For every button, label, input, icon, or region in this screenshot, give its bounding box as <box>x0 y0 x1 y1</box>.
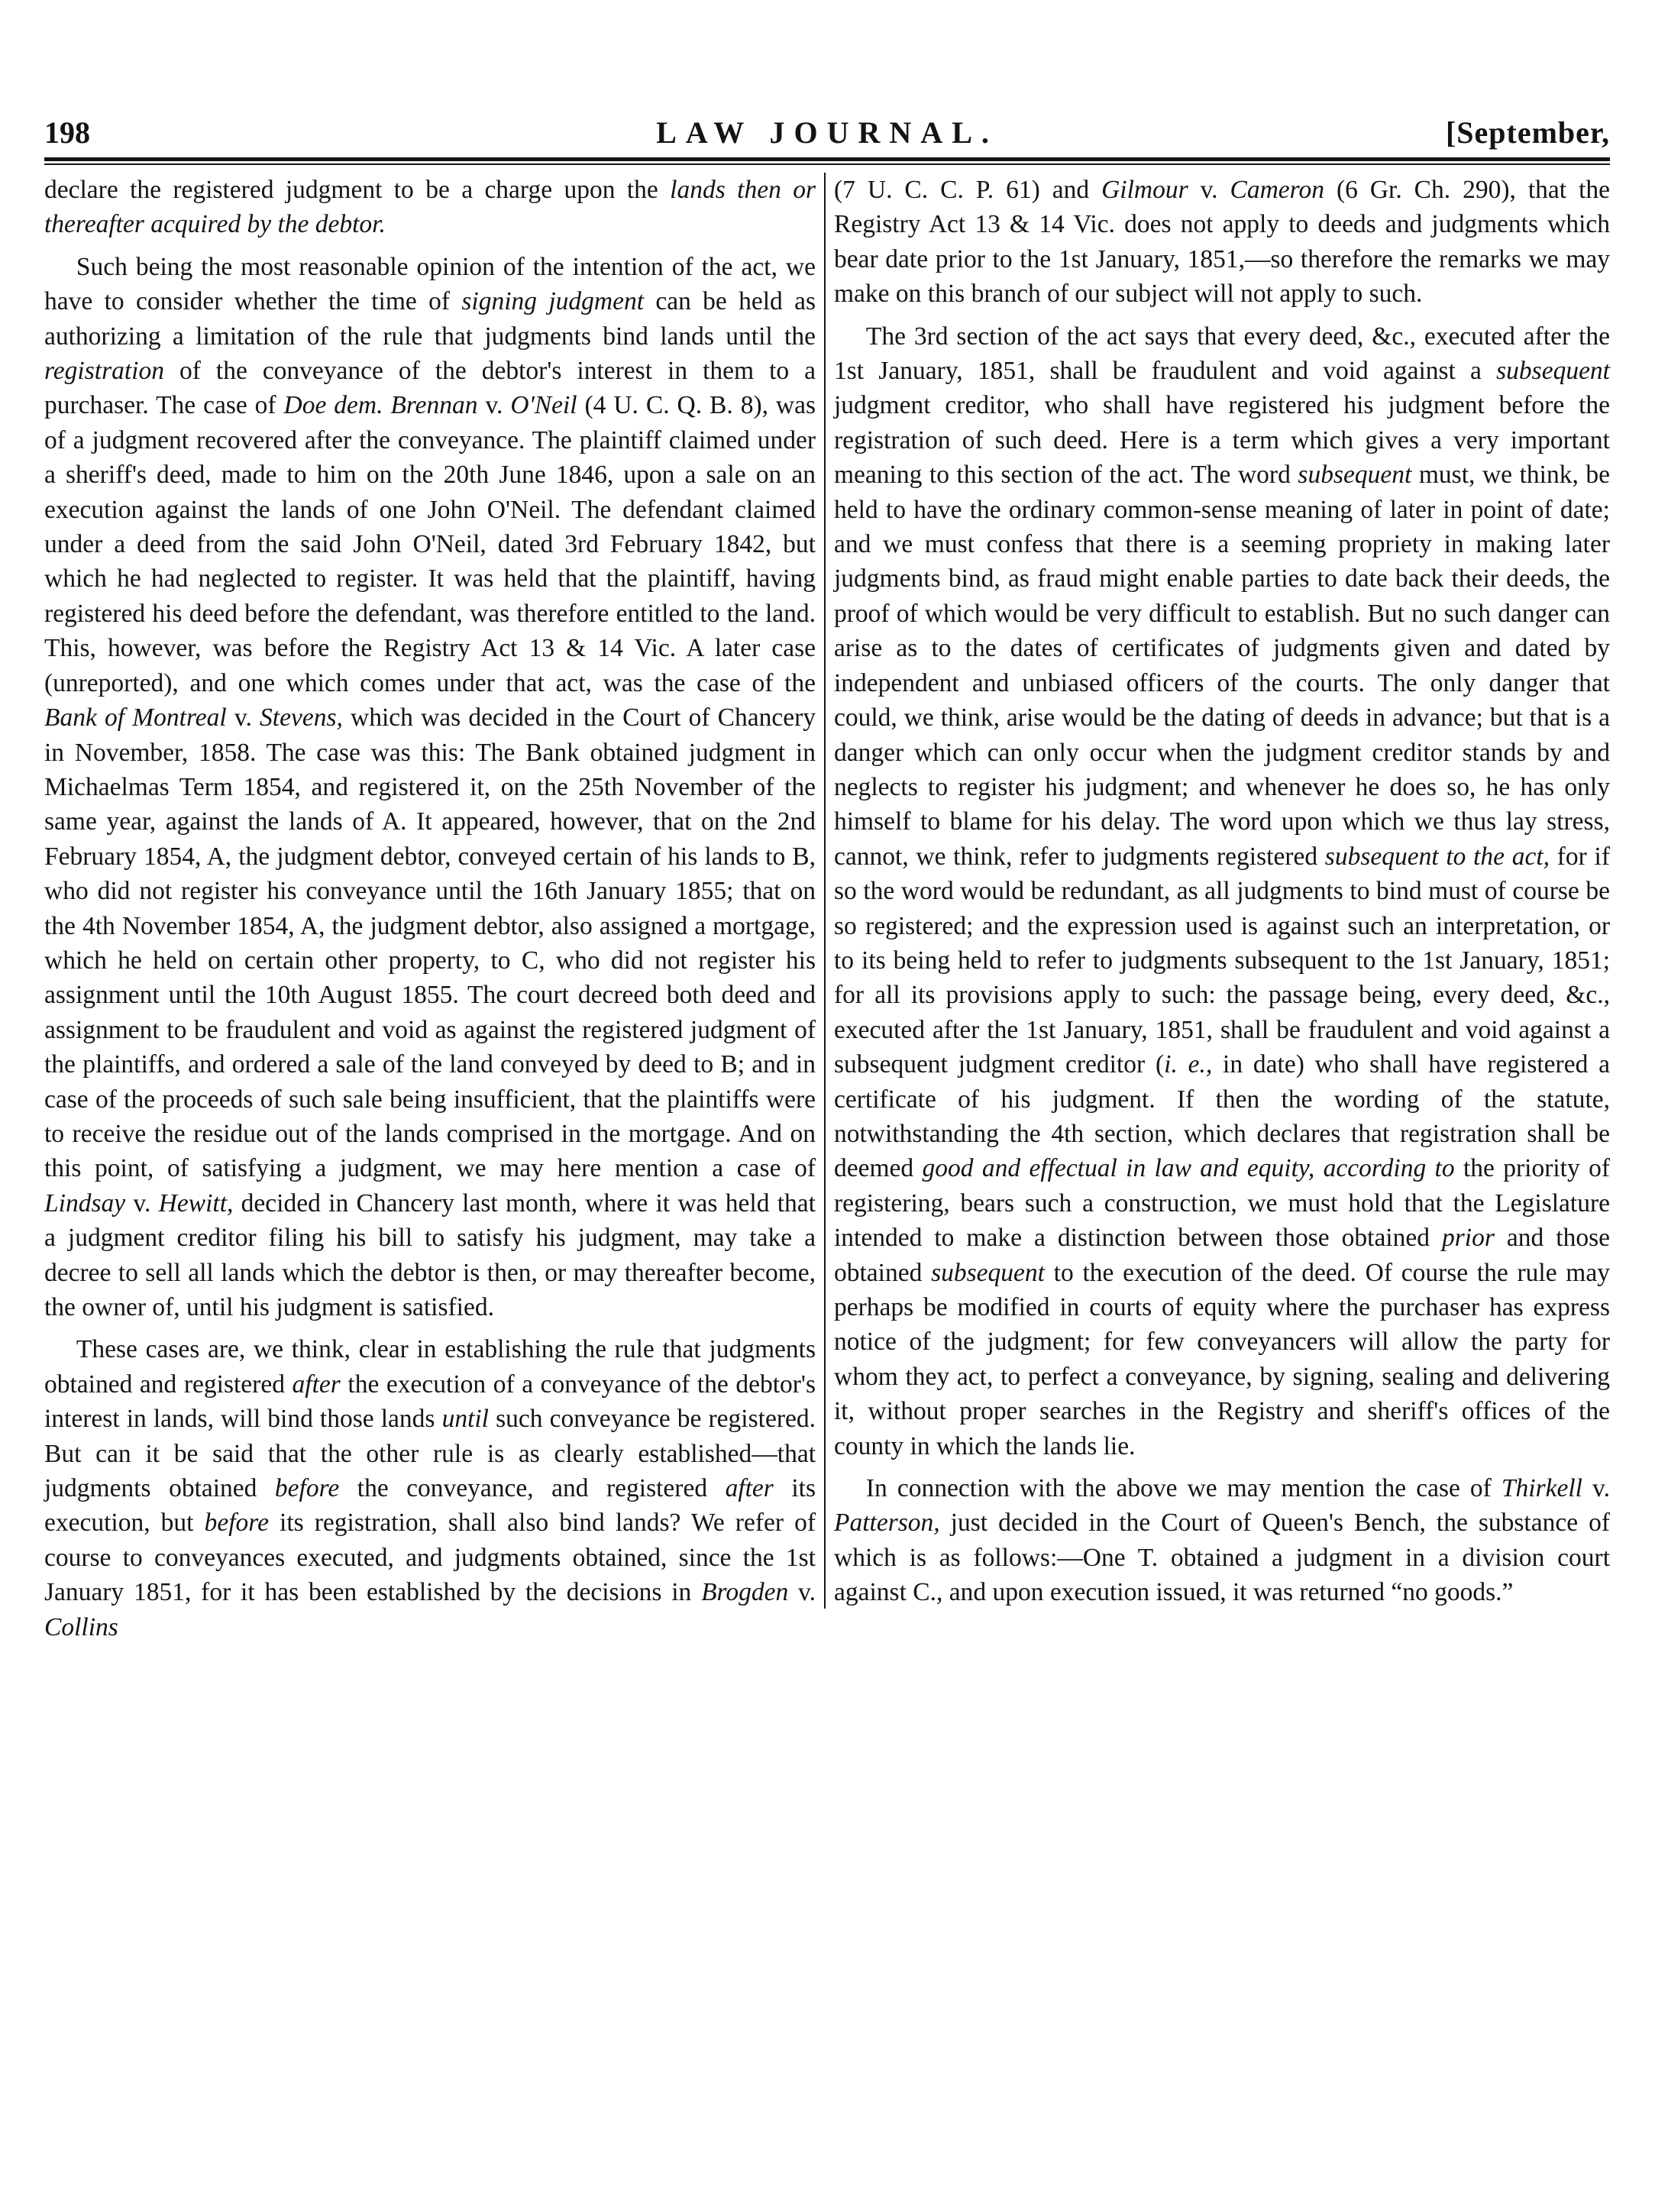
text-segment: These cases are, we think, clear in establishing the rule that judgments obtained and registered <box>44 1335 816 1399</box>
text-segment: in date) who shall have registered a certificate of his judgment. If then the wording of the statute, notwithstanding the 4th section, which declares that registration shall be deemed <box>834 1050 1610 1183</box>
case-name: Hewitt, <box>158 1188 234 1218</box>
left-paragraph-3 <box>44 1332 816 1644</box>
text-segment: Such being the most reasonable opinion of the intention of the act, we have to consider whether the time of <box>44 252 816 316</box>
italic-segment: before <box>204 1509 269 1538</box>
right-paragraph-2 <box>834 319 1610 1463</box>
case-name: Bank of Montreal <box>44 703 227 732</box>
text-segment: declare the registered judgment to be a charge upon the <box>44 176 671 204</box>
italic-segment: until <box>441 1405 489 1434</box>
header-rule-thin <box>44 163 1610 165</box>
right-column <box>834 173 1610 1610</box>
text-segment: v. <box>788 1578 816 1607</box>
right-paragraph-3 <box>834 1471 1610 1610</box>
page-number: 198 <box>44 115 90 150</box>
text-segment: the conveyance, and registered <box>339 1474 726 1503</box>
italic-segment: before <box>274 1474 340 1503</box>
italic-segment: subsequent <box>931 1258 1045 1287</box>
header-rule-thick <box>44 157 1610 161</box>
running-head: [September, <box>1445 115 1610 150</box>
italic-segment: lands then or thereafter acquired by the debtor. <box>44 176 816 239</box>
text-segment: (6 Gr. Ch. 290), that the Registry Act 13 & 14 Vic. does not apply to deeds and judgments which bear date prior to the 1st January, 1851,—so therefore the remarks we may make on this branch of our subject will not apply to such. <box>834 176 1611 309</box>
case-name: Patterson, <box>834 1509 940 1538</box>
case-name: Doe dem. Brennan <box>283 391 478 420</box>
text-segment: v. <box>226 703 260 732</box>
case-name: O'Neil <box>510 391 577 420</box>
text-segment: The 3rd section of the act says that every deed, &c., executed after the 1st January, 1851, shall be fraudulent and void against a <box>834 322 1610 386</box>
text-segment: such conveyance be registered. But can it be said that the other rule is as clearly established—that judgments obtained <box>44 1405 816 1503</box>
text-segment: judgment creditor, who shall have registered his judgment before the registration of such deed. Here is a term which gives a very important meaning to this section of the act. The word <box>834 391 1610 490</box>
text-segment: for if so the word would be redundant, as all judgments to bind must of course be so registered; and the expression used is against such an interpretation, or to its being held to refer to judgments subsequent to the 1st January, 1851; for all its provisions apply to such: the passage being, every deed, &c., executed after the 1st January, 1851, shall be fraudulent and void against a subsequent judgment creditor ( <box>834 842 1610 1079</box>
italic-segment: good and effectual in law and equity, according to <box>922 1154 1455 1183</box>
text-segment: which was decided in the Court of Chancery in November, 1858. The case was this: The Bank obtained judgment in Michaelmas Term 1854, and registered it, on the 25th November of the same year, against the lands of A. It appeared, however, that on the 2nd February 1854, A, the judgment debtor, conveyed certain of his lands to B, who did not register his conveyance until the 16th January 1855; that on the 4th November 1854, A, the judgment debtor, also assigned a mortgage, which he held on certain other property, to C, who did not register his assignment until the 10th August 1855. The court decreed both deed and assignment to be fraudulent and void as against the registered judgment of the plaintiffs, and ordered a sale of the land conveyed by deed to B; and in case of the proceeds of such sale being insufficient, that the plaintiffs were to receive the residue out of the lands comprised in the mortgage. And on this point, of satisfying a judgment, we may here mention a case of <box>44 703 816 1183</box>
italic-segment: signing judgment <box>461 287 644 316</box>
case-name: Stevens, <box>260 703 343 732</box>
text-segment: its registration, shall also bind lands? We refer of course to conveyances executed, and judgments obtained, since the 1st January 1851, for it has been established by the decisions in <box>44 1509 816 1607</box>
text-segment: to the execution of the deed. Of course the rule may perhaps be modified in courts of equity where the purchaser has express notice of the judgment; for few conveyancers will allow the party for whom they act, to perfect a conveyance, by signing, sealing and delivering it, without proper searches in the Registry and sheriff's offices of the county in which the lands lie. <box>834 1258 1610 1460</box>
italic-segment: registration <box>44 357 164 386</box>
case-name: Lindsay <box>44 1188 126 1218</box>
text-segment: must, we think, be held to have the ordinary common-sense meaning of later in point of date; and we must confess that there is a seeming propriety in making later judgments bind, as fraud might enable parties to date back their deeds, the proof of which would be very difficult to establish. But no such danger can arise as to the dates of certificates of judgments given and dated by independent and unbiased officers of the courts. The only danger that could, we think, arise would be the dating of deeds in advance; but that is a danger which can only occur when the judgment creditor stands by and neglects to register his judgment; and whenever he does so, he has only himself to blame for his delay. The word upon which we thus lay stress, cannot, we think, refer to judgments registered <box>834 461 1611 871</box>
case-name: Brogden <box>701 1578 789 1607</box>
text-segment: can be held as authorizing a limitation of the rule that judgments bind lands until the <box>44 287 816 351</box>
italic-segment: prior <box>1442 1224 1495 1253</box>
left-paragraph-1 <box>44 173 816 242</box>
column-divider <box>824 173 826 1609</box>
text-segment: v. <box>1582 1474 1610 1503</box>
left-paragraph-2 <box>44 250 816 1325</box>
text-segment: (4 U. C. Q. B. 8), was of a judgment recovered after the conveyance. The plaintiff claimed under a sheriff's deed, made to him on the 20th June 1846, upon a sale on an execution against the lands of one John O'Neil. The defendant claimed under a deed from the said John O'Neil, dated 3rd February 1842, but which he had neglected to register. It was held that the plaintiff, having registered his deed before the defendant, was therefore entitled to the land. This, however, was before the Registry Act 13 & 14 Vic. A later case (unreported), and one which comes under that act, was the case of the <box>44 391 816 697</box>
italic-segment: subsequent <box>1298 461 1412 490</box>
italic-segment: subsequent <box>1496 357 1610 386</box>
right-paragraph-1 <box>834 173 1610 312</box>
journal-title: LAW JOURNAL. <box>656 115 998 150</box>
italic-segment: after <box>292 1370 341 1399</box>
left-column <box>44 173 816 1644</box>
text-segment: just decided in the Court of Queen's Bench, the substance of which is as follows:—One T. obtained a judgment in a division court against C., and upon execution issued, it was returned “no goods.” <box>834 1509 1610 1607</box>
italic-segment: after <box>725 1474 774 1503</box>
case-name: Thirkell <box>1501 1474 1582 1503</box>
text-segment: of the conveyance of the debtor's interest in them to a purchaser. The case of <box>44 357 816 420</box>
text-segment: (7 U. C. C. P. 61) and <box>834 176 1102 204</box>
italic-segment: subsequent to the act, <box>1324 842 1550 871</box>
case-name: Collins <box>44 1612 118 1641</box>
italic-segment: i. e., <box>1164 1050 1213 1079</box>
case-name: Gilmour <box>1101 176 1188 204</box>
text-segment: decided in Chancery last month, where it was held that a judgment creditor filing his bill to satisfy his judgment, may take a decree to sell all lands which the debtor is then, or may thereafter become, the owner of, until his judgment is satisfied. <box>44 1188 816 1321</box>
text-segment: v. <box>477 391 511 420</box>
text-segment: v. <box>125 1188 159 1218</box>
page-header <box>44 115 1610 157</box>
case-name: Cameron <box>1230 176 1324 204</box>
text-segment: v. <box>1188 176 1230 204</box>
text-segment: the priority of registering, bears such a construction, we must hold that the Legislature intended to make a distinction between those obtained <box>834 1154 1610 1253</box>
text-segment: In connection with the above we may mention the case of <box>865 1474 1501 1503</box>
text-segment: and those obtained <box>834 1224 1610 1287</box>
text-segment: the execution of a conveyance of the debtor's interest in lands, will bind those lands <box>44 1370 816 1434</box>
text-segment: its execution, but <box>44 1474 816 1538</box>
